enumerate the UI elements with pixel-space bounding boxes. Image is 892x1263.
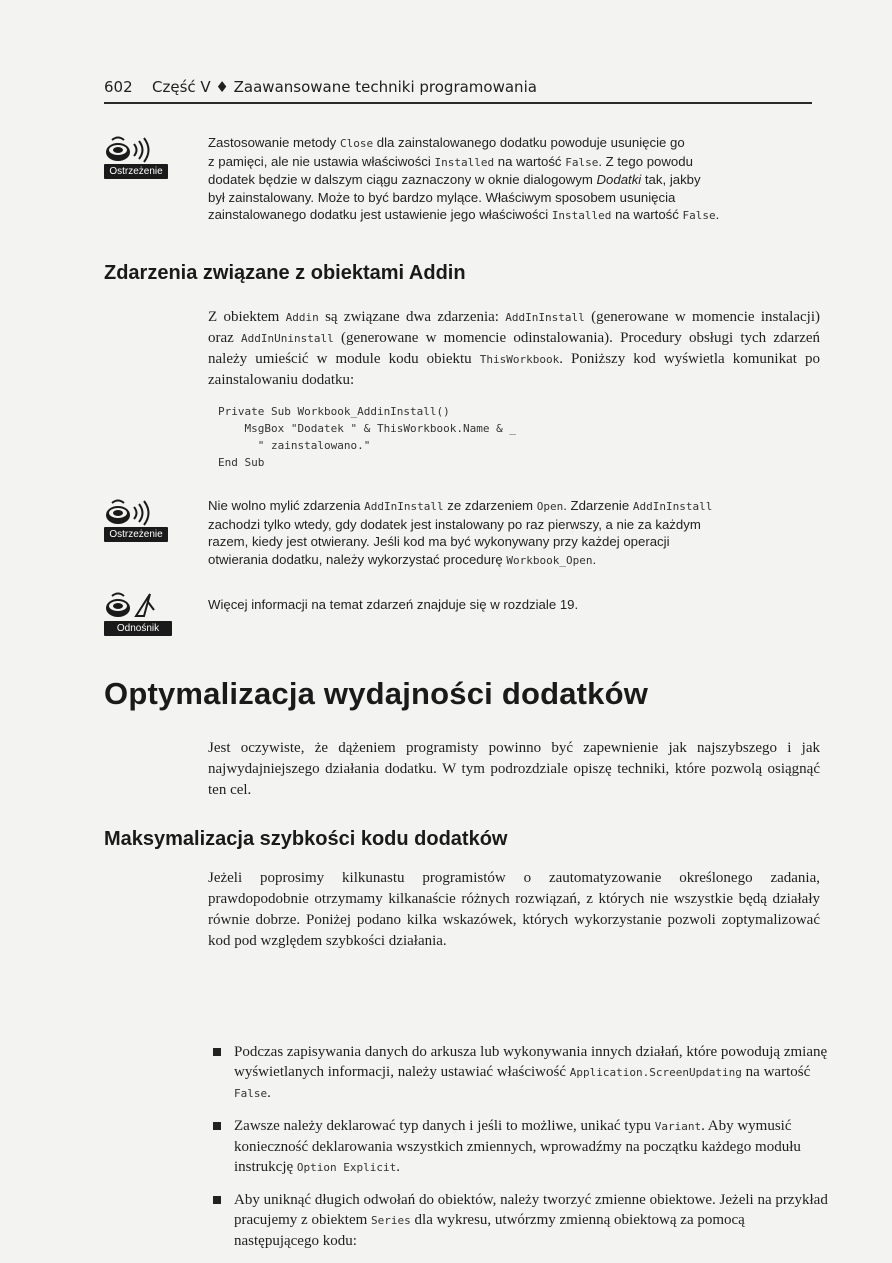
tips-list	[208, 1042, 828, 1263]
reference-icon	[104, 588, 176, 636]
warning-label: Ostrzeżenie	[104, 164, 168, 179]
list-item: Aby uniknąć długich odwołań do obiektów, należy tworzyć zmienne obiektowe. Jeżeli na przykład pracujemy z obiektem Series dla wykresu, utwórzmy zmienną obiektową za pomocą następującego kodu:	[208, 1190, 828, 1251]
running-header	[104, 74, 812, 104]
reference-text: Więcej informacji na temat zdarzeń znajduje się w rozdziale 19.	[208, 597, 579, 612]
bullet-square-icon	[213, 1196, 221, 1204]
reference-label: Odnośnik	[104, 621, 172, 636]
subsection-intro: Jeżeli poprosimy kilkunastu programistów o zautomatyzowanie określonego zadania, prawdopodobnie otrzymamy kilkanaście różnych rozwiązań, z których nie wszystkie będą działały równie dobrze. Poniżej podano kilka wskazówek, których wykorzystanie pozwoli zoptymalizować kod pod względem szybkości działania.	[208, 870, 820, 949]
chapter-heading: Optymalizacja wydajności dodatków	[104, 676, 649, 711]
bullet-square-icon	[213, 1122, 221, 1130]
chapter-intro: Jest oczywiste, że dążeniem programisty powinno być zapewnienie jak najszybszego i jak najwydajniejszego działania dodatku. W tym podrozdziale opiszę techniki, które pozwolą osiągnąć ten cel.	[208, 740, 820, 798]
code-listing: Private Sub Workbook_AddinInstall() MsgBox "Dodatek " & ThisWorkbook.Name & _ " zainstalowano." End Sub	[218, 405, 517, 469]
subsection-heading: Maksymalizacja szybkości kodu dodatków	[104, 828, 508, 850]
warning-text-1: Zastosowanie metody Close dla zainstalowanego dodatku powoduje usunięcie go z pamięci, ale nie ustawia właściwości Installed na wartość False. Z tego powodu dodatek będzie w dalszym ciągu zaznaczony w oknie dialogowym Dodatki tak, jakby był zainstalowany. Może to być bardzo mylące. Właściwym sposobem usunięcia zainstalowanego dodatku jest ustawienie jego właściwości Installed na wartość False.	[208, 135, 720, 222]
list-item: Podczas zapisywania danych do arkusza lub wykonywania innych działań, które powodują zmianę wyświetlanych informacji, należy ustawiać właściwość Application.ScreenUpdating na wartość False.	[208, 1042, 828, 1104]
warning-icon	[104, 497, 176, 545]
warning-label: Ostrzeżenie	[104, 527, 168, 542]
list-item: Zawsze należy deklarować typ danych i jeśli to możliwe, unikać typu Variant. Aby wymusić konieczność deklarowania wszystkich zmiennych, wprowadźmy na początku każdego modułu instrukcję Option Explicit.	[208, 1116, 828, 1178]
bullet-square-icon	[213, 1048, 221, 1056]
warning-icon	[104, 134, 176, 182]
warning-text-2: Nie wolno mylić zdarzenia AddInInstall ze zdarzeniem Open. Zdarzenie AddInInstall zachodzi tylko wtedy, gdy dodatek jest instalowany po raz pierwszy, a nie za każdym razem, kiedy jest otwierany. Jeśli kod ma być wykonywany przy każdej operacji otwierania dodatku, należy wykorzystać procedurę Workbook_Open.	[208, 498, 713, 567]
page-number: 602	[104, 78, 133, 96]
section-heading-addin-events: Zdarzenia związane z obiektami Addin	[104, 262, 466, 284]
running-chapter-title: Część V ♦ Zaawansowane techniki programowania	[152, 78, 537, 96]
section-paragraph: Z obiektem Addin są związane dwa zdarzenia: AddInInstall (generowane w momencie instalacji) oraz AddInUninstall (generowane w momencie odinstalowania). Procedury obsługi tych zdarzeń należy umieścić w module kodu obiektu ThisWorkbook. Poniższy kod wyświetla komunikat po zainstalowaniu dodatku:	[208, 309, 821, 388]
